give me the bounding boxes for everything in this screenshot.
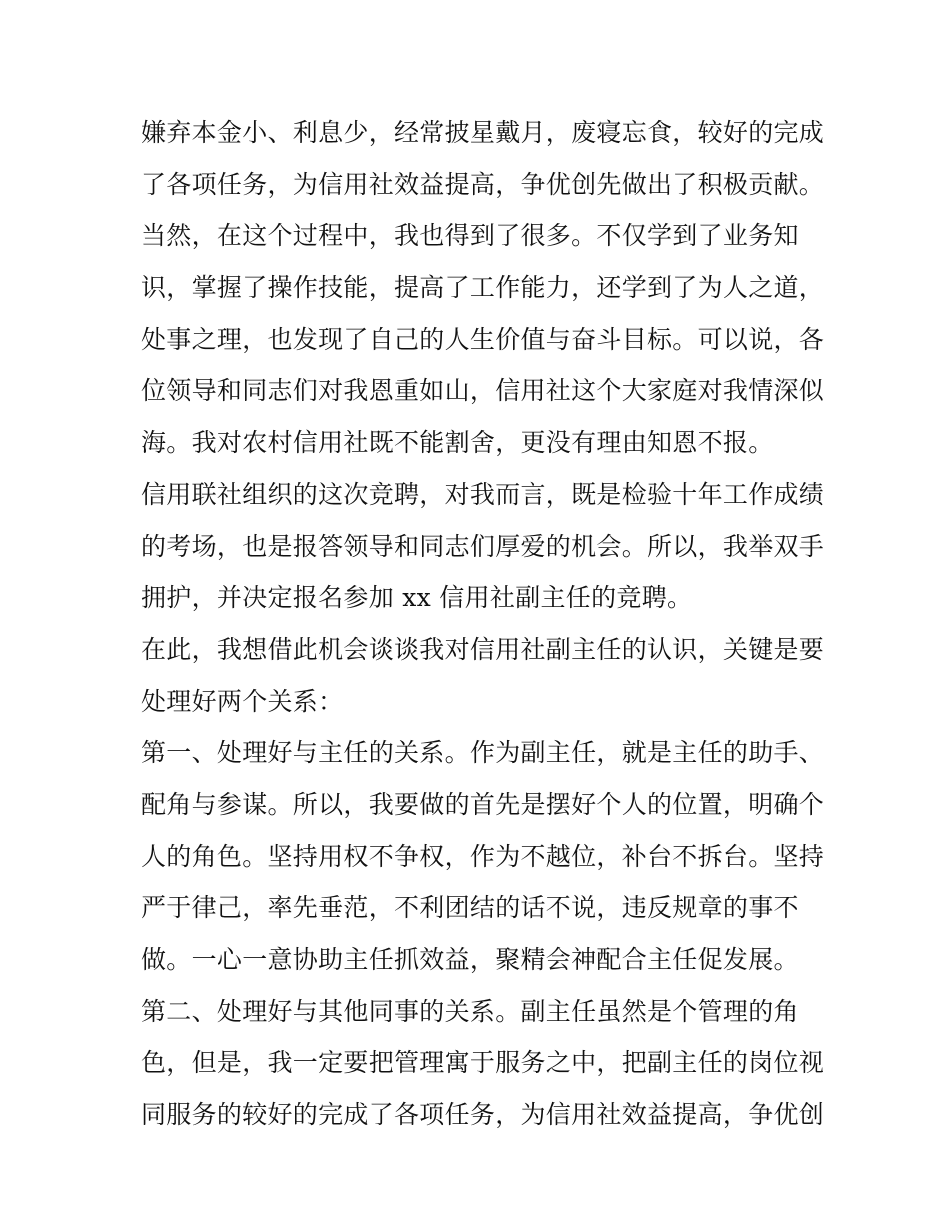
text-line-1: 嫌弃本金小、利息少，经常披星戴月，废寝忘食，较好的完成 bbox=[141, 118, 825, 147]
text-line-16: 严于律己，率先垂范，不利团结的话不说，违反规章的事不 bbox=[141, 893, 799, 923]
text-line-15: 人的角色。坚持用权不争权，作为不越位，补台不拆台。坚持 bbox=[141, 841, 825, 871]
text-line-2: 了各项任务，为信用社效益提高，争优创先做出了积极贡献。 bbox=[141, 169, 825, 199]
text-line-20: 同服务的较好的完成了各项任务，为信用社效益提高，争优创 bbox=[141, 1100, 825, 1130]
text-line-13: 第一、处理好与主任的关系。作为副主任，就是主任的助手、 bbox=[141, 738, 825, 768]
text-line-5: 处事之理，也发现了自己的人生价值与奋斗目标。可以说，各 bbox=[141, 324, 825, 354]
text-line-9: 的考场，也是报答领导和同志们厚爱的机会。所以，我举双手 bbox=[141, 531, 825, 561]
text-line-3: 当然，在这个过程中，我也得到了很多。不仅学到了业务知 bbox=[141, 221, 799, 251]
text-line-10: 拥护，并决定报名参加 xx 信用社副主任的竞聘。 bbox=[141, 583, 693, 613]
text-line-11: 在此，我想借此机会谈谈我对信用社副主任的认识，关键是要 bbox=[141, 634, 825, 664]
text-line-17: 做。一心一意协助主任抓效益，聚精会神配合主任促发展。 bbox=[141, 945, 799, 974]
text-line-18: 第二、处理好与其他同事的关系。副主任虽然是个管理的角 bbox=[141, 996, 799, 1026]
text-line-19: 色，但是，我一定要把管理寓于服务之中，把副主任的岗位视 bbox=[141, 1048, 825, 1078]
text-line-12: 处理好两个关系： bbox=[141, 686, 344, 716]
text-line-7: 海。我对农村信用社既不能割舍，更没有理由知恩不报。 bbox=[141, 428, 774, 458]
text-line-8: 信用联社组织的这次竞聘，对我而言，既是检验十年工作成绩 bbox=[141, 479, 825, 509]
text-line-4: 识，掌握了操作技能，提高了工作能力，还学到了为人之道， bbox=[141, 273, 825, 303]
body-text bbox=[141, 107, 825, 1141]
text-line-14: 配角与参谋。所以，我要做的首先是摆好个人的位置，明确个 bbox=[141, 789, 825, 819]
text-line-6: 位领导和同志们对我恩重如山，信用社这个大家庭对我情深似 bbox=[141, 376, 825, 406]
